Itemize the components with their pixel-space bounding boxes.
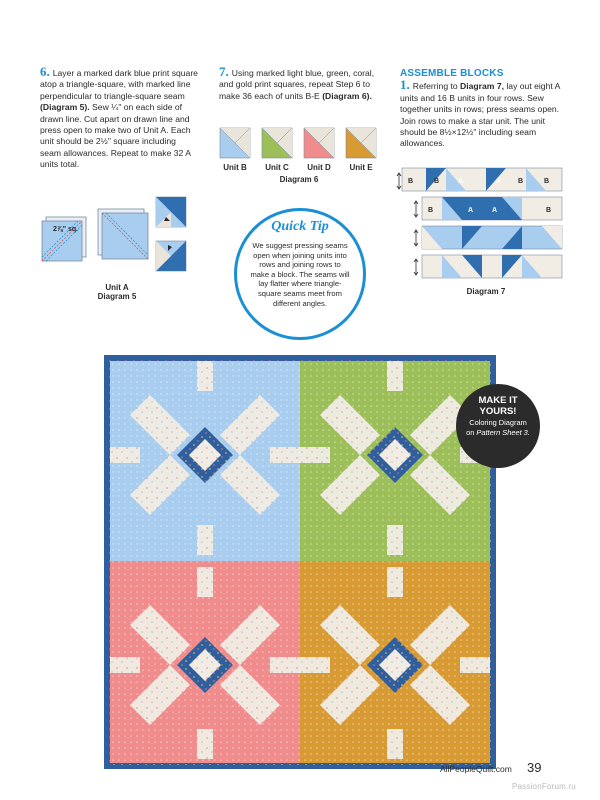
page-number: 39 <box>527 760 542 775</box>
watermark: PassionForum.ru <box>512 782 576 791</box>
diagram-7-caption: Diagram 7 <box>466 287 506 296</box>
footer-site: AllPeopleQuilt.com <box>440 764 512 774</box>
make-it-yours-badge <box>456 384 540 468</box>
unit-d-square <box>304 128 334 158</box>
quick-tip-body: We suggest pressing seams open when joining units into rows and joining rows to make a block. The seams will lay flatter where triangle-square seams meet from different angles. <box>250 241 350 308</box>
quick-tip-title: Quick Tip <box>271 219 329 234</box>
step-7-number: 7. <box>219 64 229 79</box>
diagram-7-label-b: B <box>408 178 414 185</box>
unit-e-square <box>346 128 376 158</box>
diagram-7-row-1 <box>402 168 562 191</box>
diagram-7-row-3 <box>422 226 562 249</box>
diagram-7-label-b: B <box>544 178 550 185</box>
step-6-text: 6. Layer a marked dark blue print square atop a triangle-square, with marked line perpendicular to triangle-square seam (Diagram 5). Sew ¼" on each side of drawn line. Cut apart on drawn line and press open to make two of Unit A. Each unit should be 2½" square including seam allowances. Repeat to make 32 A units total. <box>40 64 198 170</box>
unit-b-square <box>220 128 250 158</box>
unit-a-caption: Unit A Diagram 5 <box>97 283 137 301</box>
diagram-7-label-b: B <box>428 207 434 214</box>
assemble-text: ASSEMBLE BLOCKS 1. Referring to Diagram 7, lay out eight A units and 16 B units in four rows. Sew together units in rows; press seams open. Join rows to make a star unit. The unit should be 8½×12½" including seam allowances. <box>400 68 565 150</box>
diagram-7-label-a: A <box>492 207 498 214</box>
diagram-7-row-4 <box>422 255 562 278</box>
diagram-7-label-b: B <box>518 178 524 185</box>
assemble-step-number: 1. <box>400 77 410 93</box>
diagram-5 <box>40 195 200 281</box>
diagram-7 <box>396 164 566 288</box>
diagram-7-label-a: A <box>458 178 464 185</box>
diagram-7-label-b: B <box>434 178 440 185</box>
diagram-7-label-a: A <box>496 178 502 185</box>
step-6-number: 6. <box>40 64 50 79</box>
quilt-photo <box>104 355 496 769</box>
unit-c-square <box>262 128 292 158</box>
unit-d-label: Unit D <box>307 163 331 172</box>
unit-b-label: Unit B <box>223 163 247 172</box>
assemble-heading: ASSEMBLE BLOCKS <box>400 68 504 79</box>
badge-title-line-1: MAKE IT <box>478 395 518 406</box>
quick-tip <box>234 208 366 340</box>
unit-a-top <box>156 197 186 227</box>
diagram-6-caption: Diagram 6 <box>279 175 319 184</box>
unit-e-label: Unit E <box>349 163 373 172</box>
marked-square-stack <box>42 217 86 261</box>
square-size-label: 2⅞" sq. <box>53 226 79 233</box>
badge-title-line-2: YOURS! <box>479 405 517 417</box>
diagram-6 <box>219 127 379 161</box>
diagram-7-label-b: B <box>546 207 552 214</box>
badge-body: Coloring Diagram on Pattern Sheet 3. <box>466 418 530 437</box>
cut-squares <box>98 209 148 259</box>
unit-c-label: Unit C <box>265 163 289 172</box>
diagram-7-row-2 <box>422 197 562 220</box>
unit-a-bottom <box>156 241 186 271</box>
step-7-text: 7. Using marked light blue, green, coral, and gold print squares, repeat Step 6 to make 36 each of units B-E (Diagram 6). <box>219 64 375 101</box>
diagram-7-label-a: A <box>468 207 474 214</box>
